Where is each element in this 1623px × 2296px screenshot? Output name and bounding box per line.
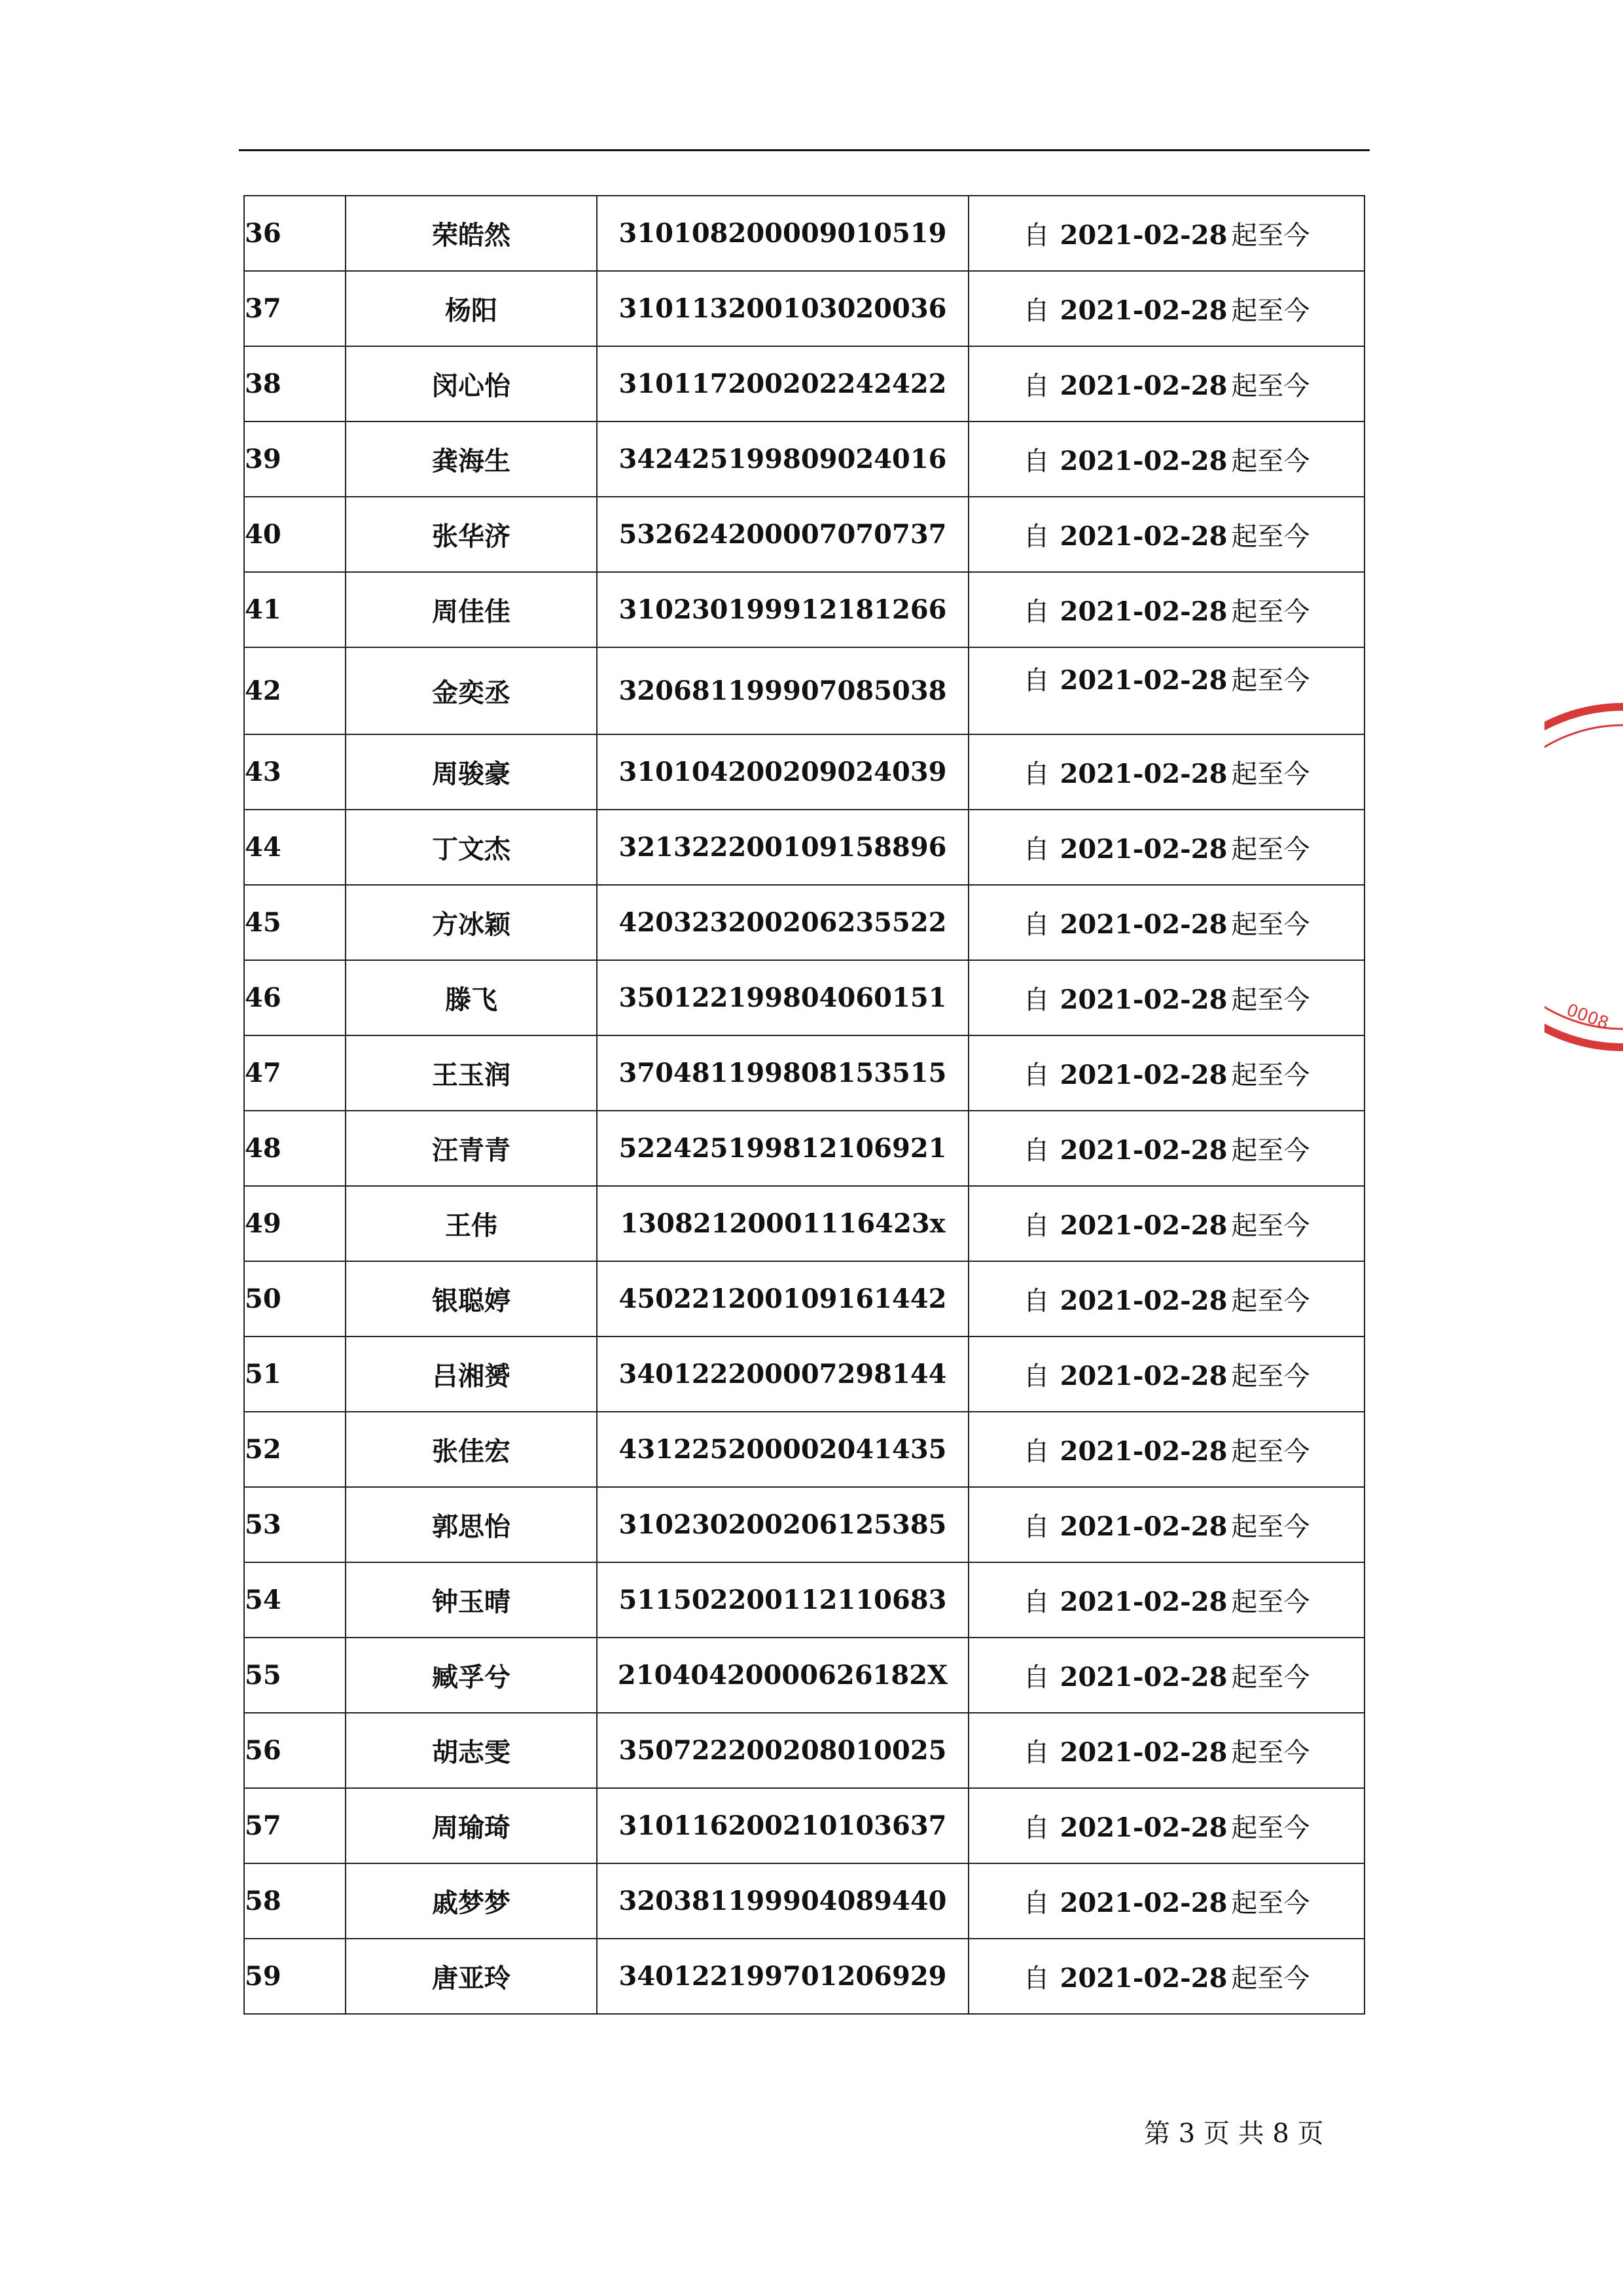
- stamp-outer-ring: [1544, 707, 1623, 1047]
- row-name: 周骏豪: [346, 734, 597, 810]
- row-period: [969, 346, 1364, 422]
- period-start-date: 2021-02-28: [1060, 1135, 1228, 1166]
- row-name: 张佳宏: [346, 1412, 597, 1487]
- table-row: [244, 1788, 1364, 1863]
- period-start-date: 2021-02-28: [1060, 596, 1228, 627]
- period-prefix: 自: [1023, 371, 1050, 401]
- period-suffix: 起至今: [1231, 522, 1310, 552]
- table-row: [244, 647, 1364, 734]
- period-start-date: 2021-02-28: [1060, 295, 1228, 326]
- period-start-date: 2021-02-28: [1060, 984, 1228, 1015]
- period-prefix: 自: [1023, 1286, 1050, 1316]
- row-id-number: 320681199907085038: [597, 647, 969, 734]
- period-prefix: 自: [1023, 1512, 1050, 1542]
- row-id-number: 370481199808153515: [597, 1035, 969, 1111]
- footer-mid: 页 共: [1203, 2119, 1264, 2149]
- row-period: [969, 271, 1364, 346]
- period-suffix: 起至今: [1231, 1136, 1310, 1166]
- period-start-date: 2021-02-28: [1060, 1662, 1228, 1693]
- period-prefix: 自: [1023, 666, 1050, 696]
- period-suffix: 起至今: [1231, 446, 1310, 476]
- row-number: 38: [244, 346, 346, 422]
- table-row: [244, 1562, 1364, 1638]
- row-id-number: 532624200007070737: [597, 497, 969, 572]
- period-prefix: 自: [1023, 1662, 1050, 1693]
- table-row: [244, 1186, 1364, 1261]
- period-prefix: 自: [1023, 446, 1050, 476]
- row-id-number: 420323200206235522: [597, 885, 969, 960]
- period-start-date: 2021-02-28: [1060, 1436, 1228, 1467]
- period-prefix: 自: [1023, 834, 1050, 865]
- row-name: 方冰颖: [346, 885, 597, 960]
- row-number: 58: [244, 1863, 346, 1939]
- table-row: [244, 1638, 1364, 1713]
- period-prefix: 自: [1023, 1813, 1050, 1843]
- row-period: [969, 1412, 1364, 1487]
- period-suffix: 起至今: [1231, 1813, 1310, 1843]
- period-start-date: 2021-02-28: [1060, 521, 1228, 552]
- row-name: 丁文杰: [346, 810, 597, 885]
- row-period: [969, 1111, 1364, 1186]
- row-name: 郭思怡: [346, 1487, 597, 1562]
- period-prefix: 自: [1023, 221, 1050, 251]
- row-name: 周瑜琦: [346, 1788, 597, 1863]
- row-name: 吕湘赟: [346, 1336, 597, 1412]
- row-name: 滕飞: [346, 960, 597, 1035]
- period-suffix: 起至今: [1231, 597, 1310, 627]
- row-name: 龚海生: [346, 422, 597, 497]
- period-start-date: 2021-02-28: [1060, 759, 1228, 789]
- row-period: [969, 422, 1364, 497]
- row-period: [969, 1186, 1364, 1261]
- period-prefix: 自: [1023, 1136, 1050, 1166]
- row-name: 唐亚玲: [346, 1939, 597, 2014]
- period-suffix: 起至今: [1231, 985, 1310, 1015]
- row-period: [969, 1261, 1364, 1336]
- table-row: [244, 734, 1364, 810]
- row-name: 汪青青: [346, 1111, 597, 1186]
- row-id-number: 340122199701206929: [597, 1939, 969, 2014]
- table-row: [244, 1487, 1364, 1562]
- table-row: [244, 346, 1364, 422]
- row-period: [969, 1336, 1364, 1412]
- table-row: [244, 1412, 1364, 1487]
- period-start-date: 2021-02-28: [1060, 446, 1228, 476]
- period-start-date: 2021-02-28: [1060, 665, 1228, 696]
- period-start-date: 2021-02-28: [1060, 834, 1228, 865]
- row-id-number: 310230200206125385: [597, 1487, 969, 1562]
- stamp-inner-ring: [1544, 725, 1623, 1029]
- roster-body: [244, 196, 1364, 2014]
- period-start-date: 2021-02-28: [1060, 1210, 1228, 1241]
- footer-page-number: 3: [1178, 2119, 1196, 2149]
- row-period: [969, 1035, 1364, 1111]
- row-number: 47: [244, 1035, 346, 1111]
- period-prefix: 自: [1023, 1437, 1050, 1467]
- table-row: [244, 497, 1364, 572]
- period-suffix: 起至今: [1231, 1437, 1310, 1467]
- row-number: 51: [244, 1336, 346, 1412]
- period-start-date: 2021-02-28: [1060, 1812, 1228, 1843]
- table-row: [244, 960, 1364, 1035]
- table-row: [244, 810, 1364, 885]
- row-period: [969, 497, 1364, 572]
- table-row: [244, 572, 1364, 647]
- row-number: 50: [244, 1261, 346, 1336]
- period-suffix: 起至今: [1231, 1738, 1310, 1768]
- row-number: 41: [244, 572, 346, 647]
- period-start-date: 2021-02-28: [1060, 1888, 1228, 1918]
- row-id-number: 310116200210103637: [597, 1788, 969, 1863]
- period-prefix: 自: [1023, 1361, 1050, 1391]
- row-number: 45: [244, 885, 346, 960]
- row-name: 周佳佳: [346, 572, 597, 647]
- period-prefix: 自: [1023, 1060, 1050, 1090]
- row-period: [969, 960, 1364, 1035]
- period-suffix: 起至今: [1231, 371, 1310, 401]
- period-suffix: 起至今: [1231, 296, 1310, 326]
- row-number: 40: [244, 497, 346, 572]
- period-suffix: 起至今: [1231, 759, 1310, 789]
- period-suffix: 起至今: [1231, 1211, 1310, 1241]
- roster-table: [243, 195, 1365, 2015]
- row-id-number: 320381199904089440: [597, 1863, 969, 1939]
- row-name: 张华济: [346, 497, 597, 572]
- row-number: 37: [244, 271, 346, 346]
- row-number: 48: [244, 1111, 346, 1186]
- period-prefix: 自: [1023, 1587, 1050, 1617]
- page-footer: [1144, 2113, 1324, 2150]
- period-suffix: 起至今: [1231, 1964, 1310, 1994]
- header-rule: [239, 149, 1370, 151]
- row-id-number: 431225200002041435: [597, 1412, 969, 1487]
- row-number: 42: [244, 647, 346, 734]
- row-period: [969, 1939, 1364, 2014]
- row-id-number: 310117200202242422: [597, 346, 969, 422]
- period-suffix: 起至今: [1231, 666, 1310, 696]
- period-start-date: 2021-02-28: [1060, 370, 1228, 401]
- row-id-number: 340122200007298144: [597, 1336, 969, 1412]
- row-id-number: 321322200109158896: [597, 810, 969, 885]
- period-start-date: 2021-02-28: [1060, 1737, 1228, 1768]
- period-suffix: 起至今: [1231, 1060, 1310, 1090]
- row-name: 杨阳: [346, 271, 597, 346]
- row-name: 王伟: [346, 1186, 597, 1261]
- footer-prefix: 第: [1144, 2119, 1170, 2149]
- period-start-date: 2021-02-28: [1060, 1587, 1228, 1617]
- table-row: [244, 271, 1364, 346]
- period-prefix: 自: [1023, 522, 1050, 552]
- row-number: 44: [244, 810, 346, 885]
- row-name: 胡志雯: [346, 1713, 597, 1788]
- period-prefix: 自: [1023, 910, 1050, 940]
- table-row: [244, 1713, 1364, 1788]
- red-seal-stamp: [1544, 687, 1623, 1060]
- row-name: 戚梦梦: [346, 1863, 597, 1939]
- stamp-serial-text: 0008: [1563, 1000, 1612, 1034]
- row-period: [969, 1863, 1364, 1939]
- row-number: 54: [244, 1562, 346, 1638]
- table-row: [244, 422, 1364, 497]
- period-start-date: 2021-02-28: [1060, 220, 1228, 251]
- row-id-number: 310108200009010519: [597, 196, 969, 271]
- row-period: [969, 1562, 1364, 1638]
- period-start-date: 2021-02-28: [1060, 1060, 1228, 1090]
- period-suffix: 起至今: [1231, 1361, 1310, 1391]
- table-row: [244, 1261, 1364, 1336]
- row-id-number: 450221200109161442: [597, 1261, 969, 1336]
- row-id-number: 13082120001116423x: [597, 1186, 969, 1261]
- row-name: 荣皓然: [346, 196, 597, 271]
- row-number: 46: [244, 960, 346, 1035]
- table-row: [244, 1336, 1364, 1412]
- row-id-number: 350122199804060151: [597, 960, 969, 1035]
- row-number: 52: [244, 1412, 346, 1487]
- row-period: [969, 810, 1364, 885]
- row-name: 闵心怡: [346, 346, 597, 422]
- footer-suffix: 页: [1297, 2119, 1324, 2149]
- footer-total-pages: 8: [1272, 2119, 1289, 2149]
- row-period: [969, 647, 1364, 734]
- row-name: 钟玉晴: [346, 1562, 597, 1638]
- period-prefix: 自: [1023, 1738, 1050, 1768]
- period-prefix: 自: [1023, 1211, 1050, 1241]
- period-start-date: 2021-02-28: [1060, 1511, 1228, 1542]
- period-start-date: 2021-02-28: [1060, 1285, 1228, 1316]
- row-name: 金奕丞: [346, 647, 597, 734]
- period-start-date: 2021-02-28: [1060, 1361, 1228, 1391]
- row-number: 43: [244, 734, 346, 810]
- row-period: [969, 734, 1364, 810]
- row-period: [969, 1638, 1364, 1713]
- row-name: 银聪婷: [346, 1261, 597, 1336]
- table-row: [244, 1111, 1364, 1186]
- row-number: 59: [244, 1939, 346, 2014]
- table-row: [244, 1035, 1364, 1111]
- period-suffix: 起至今: [1231, 910, 1310, 940]
- row-period: [969, 572, 1364, 647]
- period-prefix: 自: [1023, 597, 1050, 627]
- period-suffix: 起至今: [1231, 834, 1310, 865]
- row-period: [969, 1788, 1364, 1863]
- row-period: [969, 1713, 1364, 1788]
- row-number: 57: [244, 1788, 346, 1863]
- row-id-number: 511502200112110683: [597, 1562, 969, 1638]
- row-id-number: 522425199812106921: [597, 1111, 969, 1186]
- period-suffix: 起至今: [1231, 221, 1310, 251]
- period-prefix: 自: [1023, 985, 1050, 1015]
- period-prefix: 自: [1023, 1888, 1050, 1918]
- row-id-number: 342425199809024016: [597, 422, 969, 497]
- period-suffix: 起至今: [1231, 1512, 1310, 1542]
- period-prefix: 自: [1023, 759, 1050, 789]
- period-suffix: 起至今: [1231, 1587, 1310, 1617]
- row-name: 王玉润: [346, 1035, 597, 1111]
- row-period: [969, 885, 1364, 960]
- row-number: 49: [244, 1186, 346, 1261]
- row-period: [969, 1487, 1364, 1562]
- period-suffix: 起至今: [1231, 1662, 1310, 1693]
- row-number: 53: [244, 1487, 346, 1562]
- table-row: [244, 885, 1364, 960]
- row-number: 56: [244, 1713, 346, 1788]
- period-start-date: 2021-02-28: [1060, 1963, 1228, 1994]
- row-number: 36: [244, 196, 346, 271]
- table-row: [244, 196, 1364, 271]
- row-name: 臧孚兮: [346, 1638, 597, 1713]
- period-suffix: 起至今: [1231, 1888, 1310, 1918]
- row-period: [969, 196, 1364, 271]
- period-suffix: 起至今: [1231, 1286, 1310, 1316]
- period-prefix: 自: [1023, 296, 1050, 326]
- table-row: [244, 1939, 1364, 2014]
- row-number: 39: [244, 422, 346, 497]
- row-id-number: 350722200208010025: [597, 1713, 969, 1788]
- period-prefix: 自: [1023, 1964, 1050, 1994]
- table-row: [244, 1863, 1364, 1939]
- period-start-date: 2021-02-28: [1060, 909, 1228, 940]
- row-id-number: 310113200103020036: [597, 271, 969, 346]
- row-number: 55: [244, 1638, 346, 1713]
- row-id-number: 21040420000626182X: [597, 1638, 969, 1713]
- row-id-number: 310230199912181266: [597, 572, 969, 647]
- row-id-number: 310104200209024039: [597, 734, 969, 810]
